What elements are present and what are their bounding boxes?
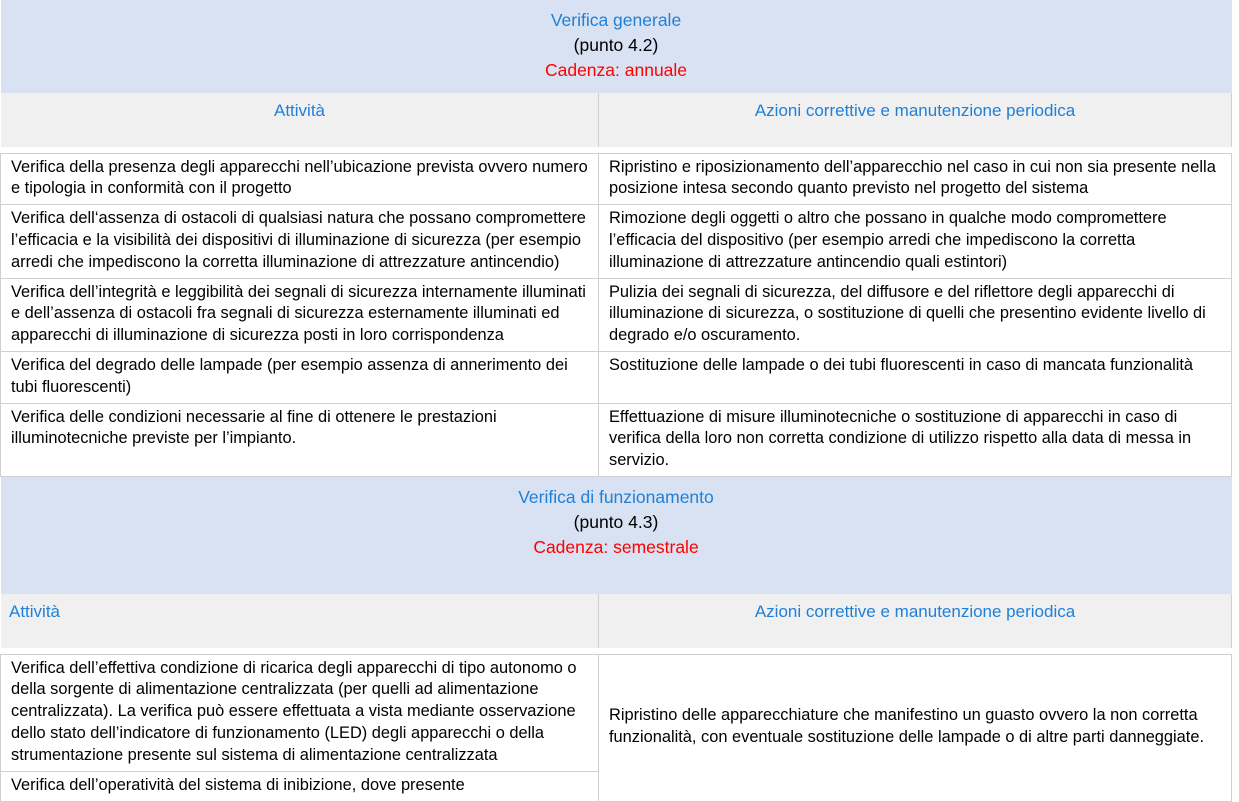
section-title: Verifica di funzionamento <box>518 487 714 508</box>
actions-cell: Pulizia dei segnali di sicurezza, del diffusore e del riflettore degli apparecchi di illuminazione di sicurezza, o sostituzione di quelli che presentino evidente livello di degrado e/o oscuramento. <box>599 278 1232 351</box>
table-row <box>1 403 1232 476</box>
section-reference: (punto 4.3) <box>573 511 659 532</box>
activity-cell: Verifica del degrado delle lampade (per esempio assenza di annerimento dei tubi fluorescenti) <box>1 352 599 404</box>
activity-cell: Verifica dell’effettiva condizione di ricarica degli apparecchi di tipo autonomo o della sorgente di alimentazione centralizzata (per quelli ad alimentazione centralizzata). La verifica può essere effettuata a vista mediante osservazione dello stato dell’indicatore di funzionamento (LED) degli apparecchi o della strumentazione presente sul sistema di alimentazione centralizzata <box>1 654 599 771</box>
section-banner-verifica-generale <box>1 0 1232 93</box>
activity-cell: Verifica della presenza degli apparecchi nell’ubicazione prevista ovvero numero e tipologia in conformità con il progetto <box>1 153 599 205</box>
activity-cell: Verifica delle condizioni necessarie al fine di ottenere le prestazioni illuminotecniche previste per l’impianto. <box>1 403 599 476</box>
table-row <box>1 352 1232 404</box>
section-banner-row <box>1 0 1232 93</box>
activity-cell: Verifica dell’integrità e leggibilità dei segnali di sicurezza internamente illuminati e dell’assenza di ostacoli fra segnali di sicurezza esternamente illuminati ed apparecchi di illuminazione di sicurezza posti in loro corrispondenza <box>1 278 599 351</box>
activity-cell: Verifica dell’operatività del sistema di inibizione, dove presente <box>1 771 599 801</box>
section-cadence: Cadenza: annuale <box>544 59 688 80</box>
actions-cell: Ripristino delle apparecchiature che manifestino un guasto ovvero la non corretta funzionalità, con eventuale sostituzione delle lampade o di altre parti danneggiate. <box>599 654 1232 801</box>
table-row <box>1 153 1232 205</box>
section-cadence: Cadenza: semestrale <box>533 536 699 557</box>
activity-cell: Verifica dell‘assenza di ostacoli di qualsiasi natura che possano compromettere l’efficacia e la visibilità dei dispositivi di illuminazione di sicurezza (per esempio arredi che impediscono la corretta illuminazione di attrezzature antincendio) <box>1 205 599 278</box>
actions-cell: Effettuazione di misure illuminotecniche o sostituzione di apparecchi in caso di verifica della loro non corretta condizione di utilizzo rispetto alla data di messa in servizio. <box>599 403 1232 476</box>
actions-cell: Sostituzione delle lampade o dei tubi fluorescenti in caso di mancata funzionalità <box>599 352 1232 404</box>
column-header-row <box>1 93 1232 147</box>
actions-cell: Ripristino e riposizionamento dell’apparecchio nel caso in cui non sia presente nella posizione intesa secondo quanto previsto nel progetto del sistema <box>599 153 1232 205</box>
section-banner-verifica-di-funzionamento <box>1 477 1232 594</box>
column-header-actions: Azioni correttive e manutenzione periodica <box>599 594 1232 648</box>
section-reference: (punto 4.2) <box>573 34 659 55</box>
section-banner-row <box>1 477 1232 594</box>
table-row <box>1 654 1232 771</box>
column-header-activity: Attività <box>1 93 599 147</box>
column-header-row <box>1 594 1232 648</box>
actions-cell: Rimozione degli oggetti o altro che possano in qualche modo compromettere l’efficacia del dispositivo (per esempio arredi che impediscono la corretta illuminazione di attrezzature antincendio quali estintori) <box>599 205 1232 278</box>
column-header-activity: Attività <box>1 594 599 648</box>
section-title: Verifica generale <box>550 10 682 30</box>
column-header-actions: Azioni correttive e manutenzione periodica <box>599 93 1232 147</box>
table-row <box>1 278 1232 351</box>
table-row <box>1 205 1232 278</box>
